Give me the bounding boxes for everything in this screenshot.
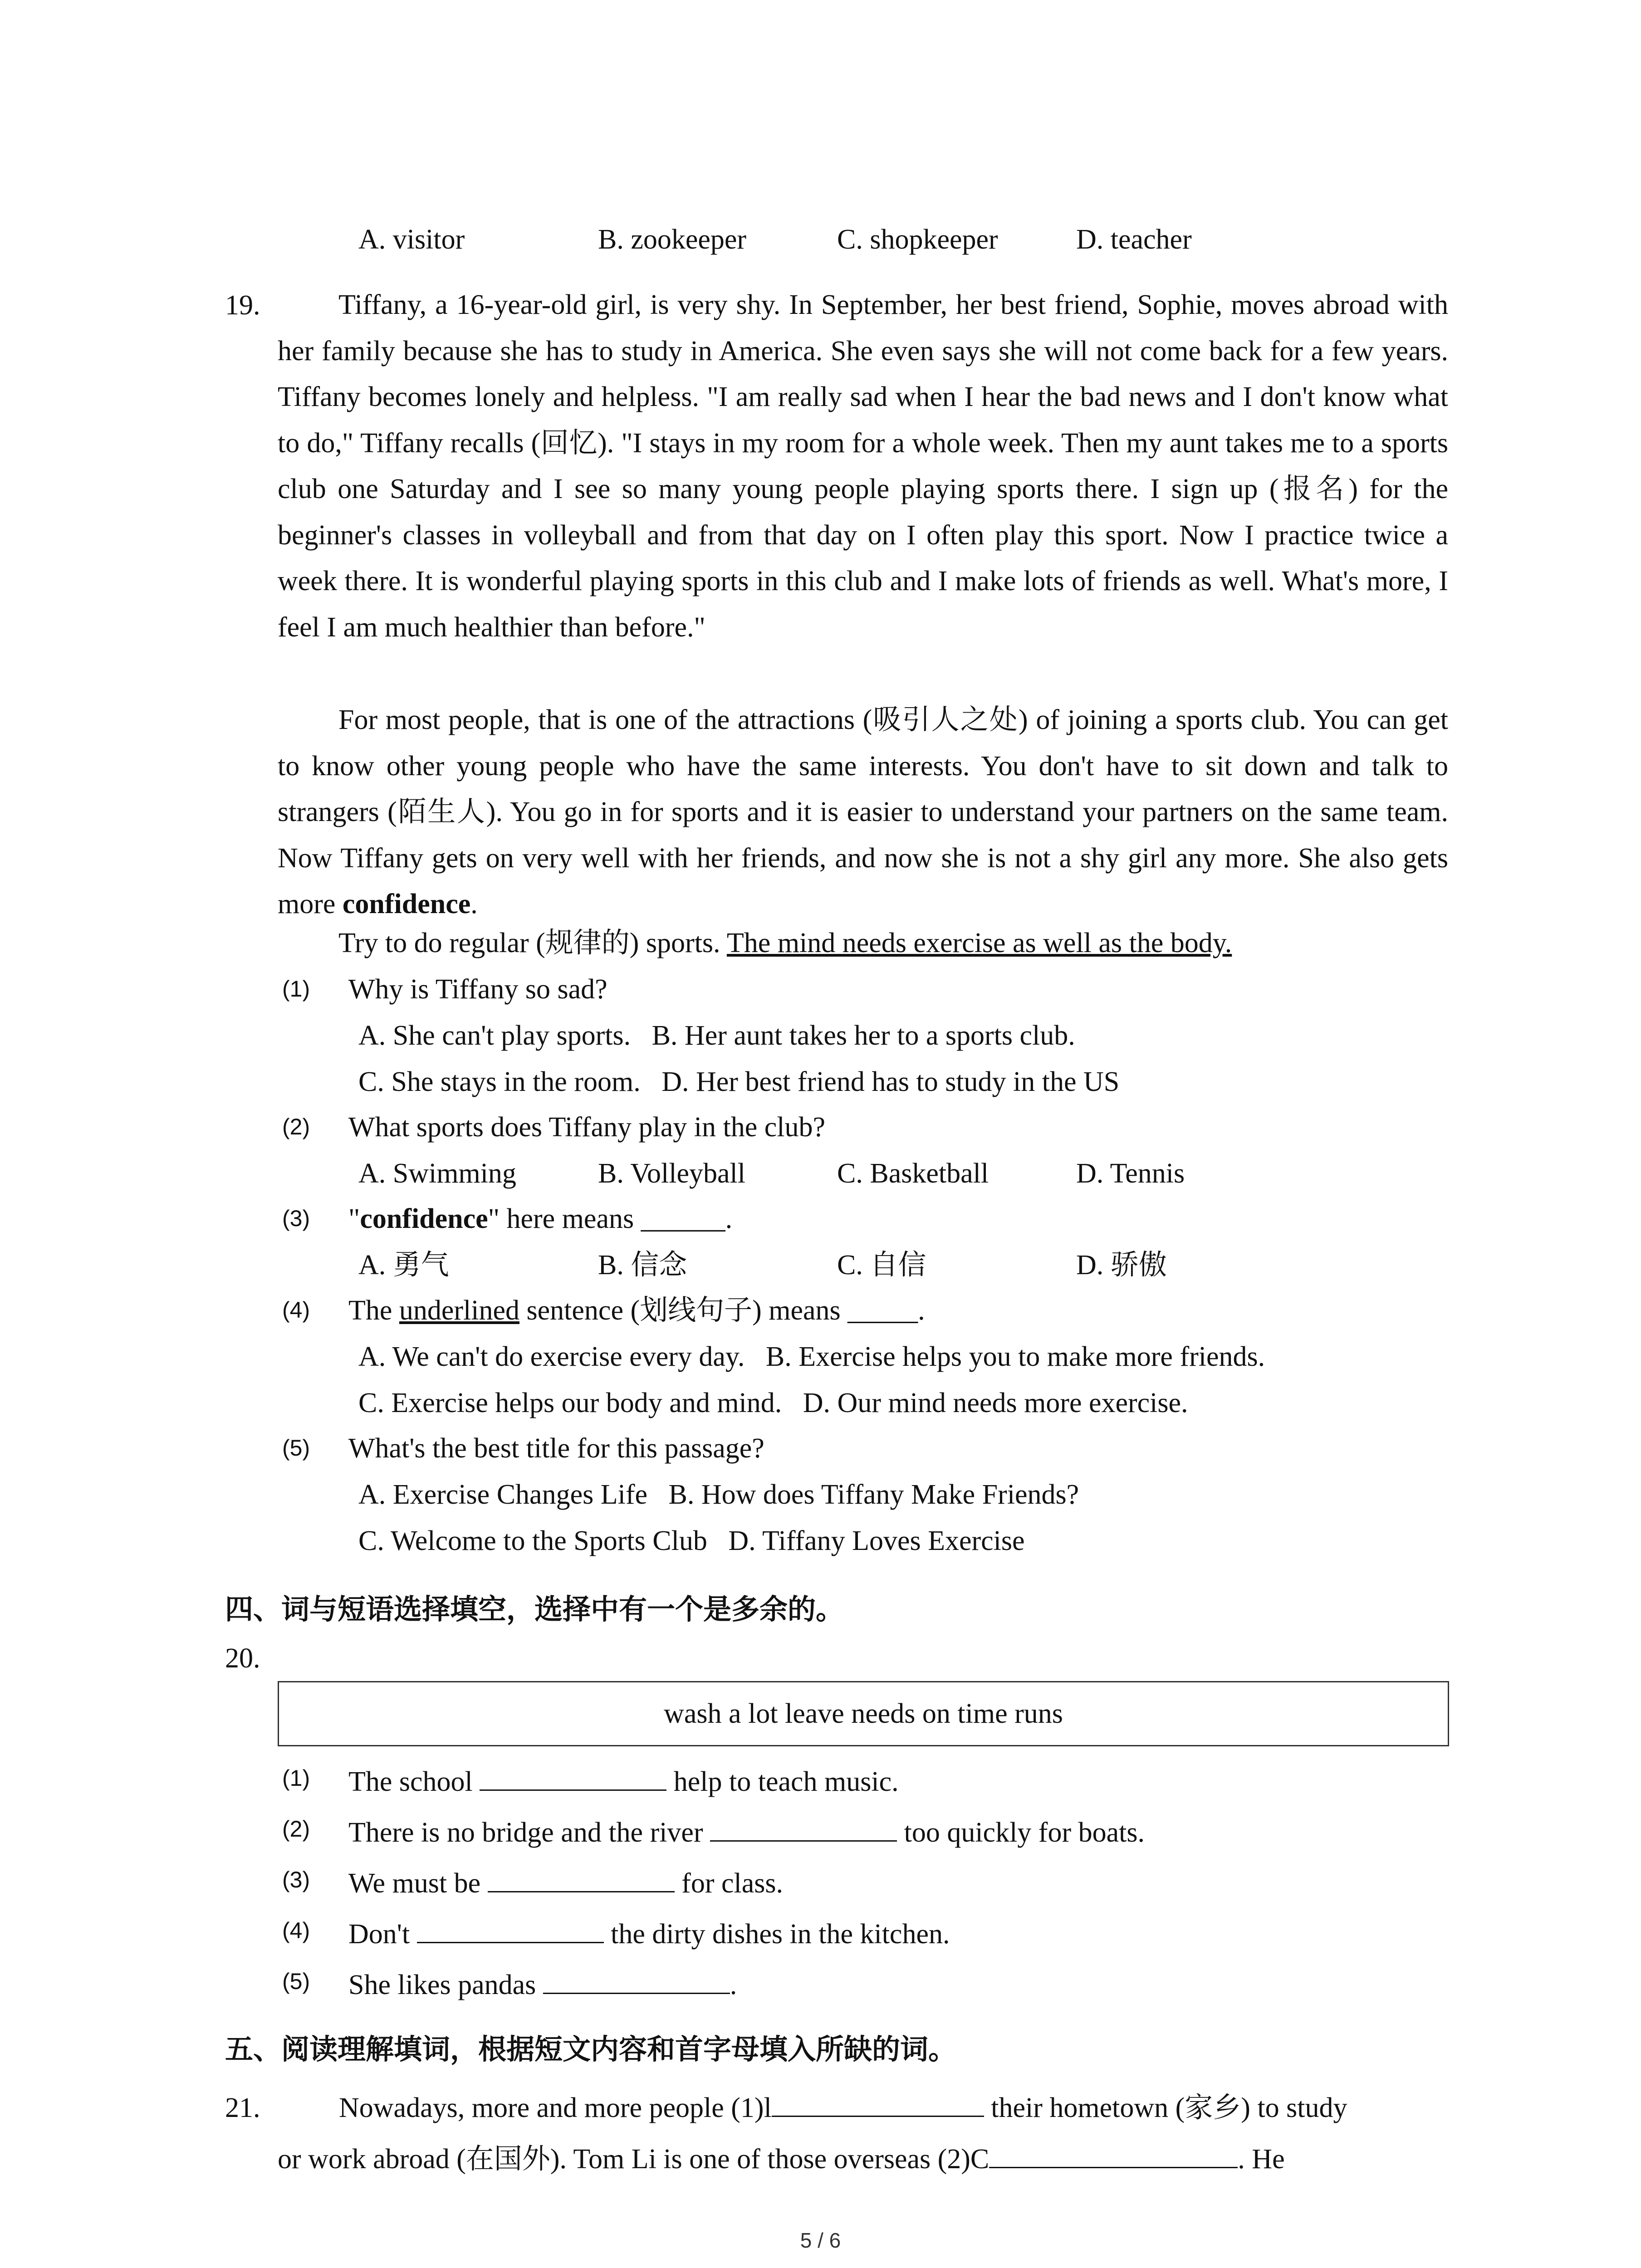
section-heading: 四、词与短语选择填空，选择中有一个是多余的。	[225, 1593, 844, 1626]
keyword-confidence: confidence	[342, 889, 471, 919]
word-bank: wash a lot leave needs on time runs	[278, 1681, 1449, 1746]
q18-option-b: B. zookeeper	[598, 224, 747, 255]
sub-number: (2)	[282, 1114, 310, 1139]
sub-number: (1)	[282, 976, 310, 1002]
sub-question: Why is Tiffany so sad?	[348, 974, 607, 1005]
question-number: 19.	[225, 290, 260, 321]
passage-line: or work abroad (在国外). Tom Li is one of those overseas (2)C . He	[278, 2144, 1285, 2175]
sub-number: (5)	[282, 1435, 310, 1461]
q18-option-a: A. visitor	[358, 224, 465, 255]
page-number: 5 / 6	[800, 2229, 841, 2252]
answer-blank[interactable]	[710, 1840, 897, 1842]
sub-number: (4)	[282, 1297, 310, 1323]
section-heading: 五、阅读理解填词，根据短文内容和首字母填入所缺的词。	[225, 2033, 957, 2066]
question-number: 20.	[225, 1643, 260, 1674]
sub-options-line: C. She stays in the room. D. Her best friend has to study in the US	[358, 1066, 1120, 1097]
item-number: (3)	[282, 1867, 310, 1892]
item-number: (1)	[282, 1765, 310, 1791]
sub-question: The underlined sentence (划线句子) means _____.	[348, 1295, 925, 1326]
fill-sentence: She likes pandas .	[348, 1970, 737, 2000]
item-number: (4)	[282, 1918, 310, 1943]
answer-blank[interactable]	[543, 1992, 730, 1994]
option-a: A. 勇气	[358, 1250, 449, 1281]
option-b: B. Volleyball	[598, 1158, 745, 1189]
option-d: D. 骄傲	[1076, 1250, 1167, 1281]
fill-sentence: The school help to teach music.	[348, 1766, 899, 1797]
fill-sentence: There is no bridge and the river too quickly for boats.	[348, 1817, 1145, 1848]
question-number: 21.	[225, 2092, 260, 2123]
answer-blank[interactable]	[772, 2115, 984, 2117]
sub-options-line: A. We can't do exercise every day. B. Exercise helps you to make more friends.	[358, 1341, 1265, 1372]
sub-options-line: A. She can't play sports. B. Her aunt takes her to a sports club.	[358, 1020, 1075, 1051]
answer-blank[interactable]	[989, 2166, 1238, 2168]
answer-blank[interactable]	[417, 1941, 604, 1943]
q18-option-c: C. shopkeeper	[837, 224, 998, 255]
option-a: A. Swimming	[358, 1158, 516, 1189]
answer-blank[interactable]	[480, 1789, 666, 1791]
option-d: D. Tennis	[1076, 1158, 1185, 1189]
sub-options-line: C. Exercise helps our body and mind. D. Our mind needs more exercise.	[358, 1388, 1188, 1418]
passage-line: Nowadays, more and more people (1)l their hometown (家乡) to study	[339, 2092, 1347, 2123]
sub-question: What's the best title for this passage?	[348, 1433, 764, 1464]
option-c: C. 自信	[837, 1250, 926, 1281]
option-b: B. 信念	[598, 1250, 687, 1281]
passage-paragraph-3: Try to do regular (规律的) sports. The mind needs exercise as well as the body.	[338, 928, 1232, 958]
item-number: (5)	[282, 1969, 310, 1994]
fill-sentence: We must be for class.	[348, 1868, 783, 1899]
passage-paragraph-1: Tiffany, a 16-year-old girl, is very shy. In September, her best friend, Sophie, moves abroad with her family because she has to study in America. She even says she will not come back for a few years. Tiffany becomes lonely and helpless. "I am really sad when I hear the bad news and I don't know what to do," Tiffany recalls (回忆). "I stays in my room for a whole week. Then my aunt takes me to a sports club one Saturday and I see so many young people playing sports there. I sign up (报名) for the beginner's classes in volleyball and from that day on I often play this sport. Now I practice twice a week there. It is wonderful playing sports in this club and I make lots of friends as well. What's more, I feel I am much healthier than before."	[278, 289, 1448, 643]
item-number: (2)	[282, 1816, 310, 1842]
answer-blank[interactable]	[488, 1891, 675, 1892]
passage-paragraph-2: For most people, that is one of the attractions (吸引人之处) of joining a sports club. You can get to know other young people who have the same interests. You don't have to sit down and talk to strangers (陌生人). You go in for sports and it is easier to understand your partners on the same team. Now Tiffany gets on very well with her friends, and now she is not a shy girl any more. She also gets more confidence.	[278, 704, 1448, 919]
q18-option-d: D. teacher	[1076, 224, 1192, 255]
underlined-sentence: The mind needs exercise as well as the body.	[726, 928, 1232, 958]
sub-number: (3)	[282, 1206, 310, 1231]
option-c: C. Basketball	[837, 1158, 989, 1189]
fill-sentence: Don't the dirty dishes in the kitchen.	[348, 1919, 950, 1950]
sub-options-line: A. Exercise Changes Life B. How does Tiffany Make Friends?	[358, 1479, 1079, 1510]
sub-question: What sports does Tiffany play in the club?	[348, 1112, 826, 1143]
sub-options-line: C. Welcome to the Sports Club D. Tiffany Loves Exercise	[358, 1525, 1025, 1556]
sub-question: "confidence" here means ______.	[348, 1203, 733, 1234]
